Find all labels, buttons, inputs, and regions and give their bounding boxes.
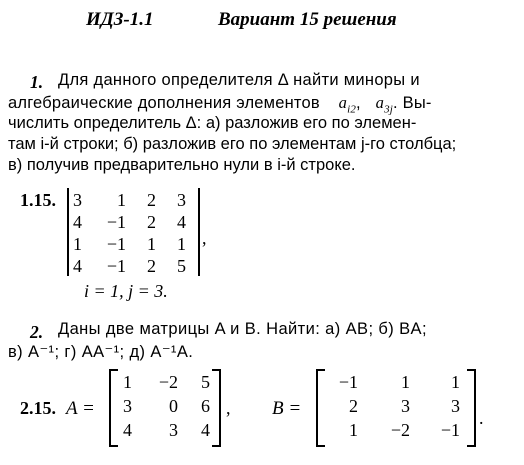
matrix-a-cell: 0 [169,396,178,416]
matrix-a-cell: 6 [201,396,210,416]
det-cell: 1 [177,234,186,254]
matrix-b-cell: 2 [349,396,358,416]
det-cell: 3 [177,190,186,210]
det-cell: 1 [147,234,156,254]
matrix-a-cell: 4 [123,420,132,440]
det-cell: 2 [147,212,156,232]
det-cell: −1 [106,212,126,232]
task1-elem-ai2: $a_{i2}$ [338,93,357,116]
task2-line1: Даны две матрицы A и B. Найти: а) AB; б) BA; [58,320,427,338]
matrix-a-label: A = [66,398,95,419]
det-cell: 2 [147,256,156,276]
matrix-b-label: B = [272,398,302,419]
matrix-a-cell: 3 [123,396,132,416]
det-comma: , [202,228,207,248]
det-cell: −1 [106,234,126,254]
det-cell: 4 [177,212,186,232]
task1-elem-a3j: $a_{3j}$ [375,93,394,116]
matrix-b-cell: −1 [338,372,358,392]
det-cell: 1 [117,190,126,210]
matrix-b-cell: 3 [451,396,460,416]
matrix-b-period: . [479,408,484,428]
matrix-b-right-bracket [467,369,476,447]
matrix-b-cell: 3 [401,396,410,416]
det-cell: 5 [177,256,186,276]
matrix-a-cell: 5 [201,372,210,392]
task1-line2-text: алгебраические дополнения элементов [8,94,320,112]
variant-title: Вариант 15 решения [218,9,397,30]
matrix-a-comma: , [226,398,231,418]
det-cell: 4 [73,256,82,276]
matrix-a-right-bracket [212,369,221,447]
det-cell: −1 [106,256,126,276]
matrix-b-cell: 1 [401,372,410,392]
matrix-a-cell: 4 [201,420,210,440]
task2-label: 2.15. [20,398,56,418]
task1-line1: Для данного определителя Δ найти миноры и [58,71,420,89]
task1-line3: числить определитель Δ: а) разложив его по элемен- [8,114,417,132]
task1-condition: i = 1, j = 3. [84,281,168,301]
task1-line2: алгебраические дополнения элементов $a_{i2}$, $a_{3j}$. Вы- [8,93,432,116]
det-cell: 1 [73,234,82,254]
det-cell: 4 [73,212,82,232]
task2-line2: в) A⁻¹; г) AA⁻¹; д) A⁻¹A. [8,343,194,361]
task2-number: 2. [30,322,44,342]
task1-label: 1.15. [20,190,56,210]
matrix-b-cell: −1 [440,420,460,440]
matrix-b-cell: 1 [451,372,460,392]
doc-title: ИДЗ-1.1 [86,9,154,30]
matrix-b-cell: 1 [349,420,358,440]
task1-number: 1. [30,72,44,92]
matrix-a-cell: 3 [169,420,178,440]
det-cell: 3 [73,190,82,210]
det-right-bar [198,188,200,276]
task1-line2-tail: . Вы- [393,94,432,112]
matrix-a-cell: −2 [158,372,178,392]
matrix-a-cell: 1 [123,372,132,392]
task1-line4: там i-й строки; б) разложив его по элементам j-го столбца; [8,135,457,153]
task1-line5: в) получив предварительно нули в i-й строке. [8,156,356,174]
matrix-b-cell: −2 [390,420,410,440]
det-cell: 2 [147,190,156,210]
